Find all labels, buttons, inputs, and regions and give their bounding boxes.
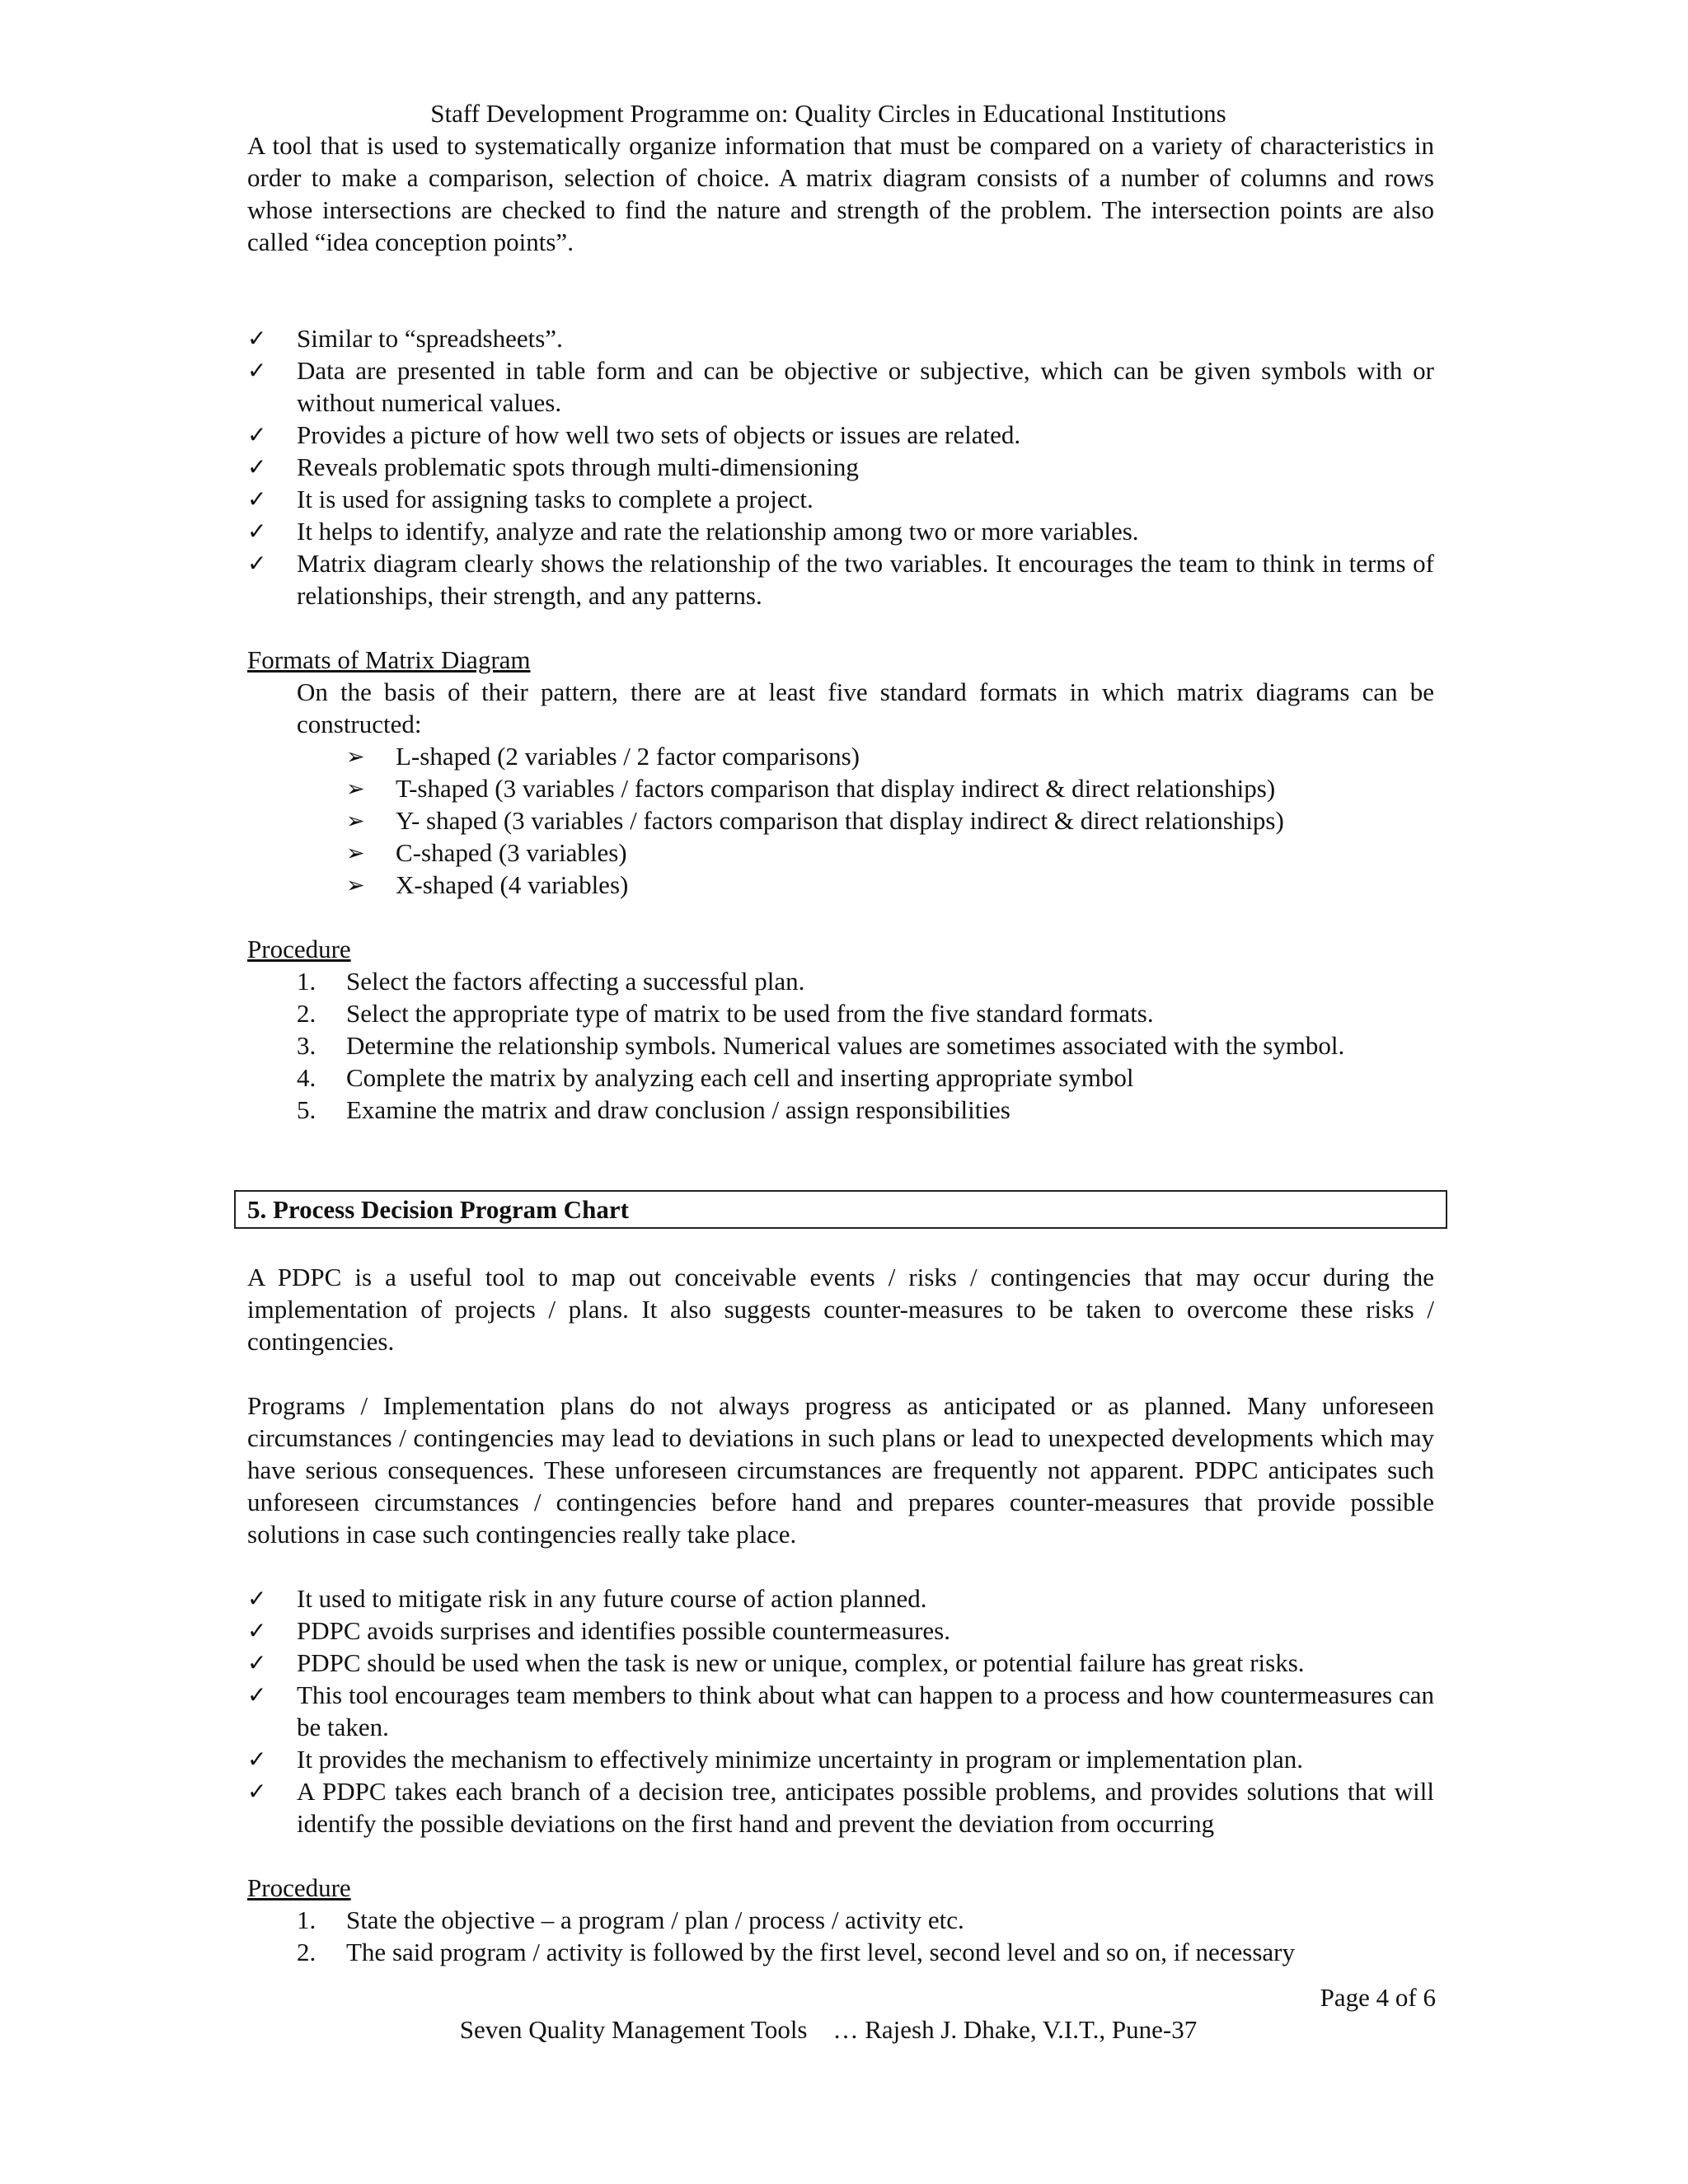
- page-header: Staff Development Programme on: Quality Circles in Educational Institutions: [430, 99, 1226, 128]
- checkmark-icon: ✓: [247, 1746, 267, 1773]
- list-item: ✓ Matrix diagram clearly shows the relationship of the two variables. It encourages the team to think in terms of relationships, their strength, and any patterns.: [247, 549, 1434, 610]
- list-item: ✓ It is used for assigning tasks to complete a project.: [247, 485, 814, 513]
- list-item: ✓ This tool encourages team members to think about what can happen to a process and how countermeasures can be taken.: [247, 1680, 1434, 1741]
- list-item: ➢ T-shaped (3 variables / factors comparison that display indirect & direct relationships): [346, 772, 1434, 804]
- arrow-bullet-icon: ➢: [346, 873, 365, 898]
- list-item: ➢ L-shaped (2 variables / 2 factor comparisons): [346, 740, 1434, 772]
- checkmark-icon: ✓: [247, 1649, 267, 1676]
- pdpc-paragraph-1: A PDPC is a useful tool to map out conceivable events / risks / contingencies that may occur during the implementation of projects / plans. It also suggests counter-measures to be taken to overcome these risks / contingencies.: [247, 1263, 1434, 1356]
- list-item: 3. Determine the relationship symbols. Numerical values are sometimes associated with the symbol.: [297, 1031, 1345, 1060]
- formats-list: [247, 740, 1434, 901]
- checkmark-icon: ✓: [247, 357, 267, 384]
- list-item: ✓ A PDPC takes each branch of a decision tree, anticipates possible problems, and provides solutions that will identify the possible deviations on the first hand and prevent the deviation from occurring: [247, 1777, 1434, 1838]
- page-footer: Seven Quality Management Tools … Rajesh J. Dhake, V.I.T., Pune-37: [459, 2015, 1198, 2044]
- matrix-bullet-list: [247, 322, 1434, 612]
- list-item: ➢ X-shaped (4 variables): [346, 869, 1434, 901]
- checkmark-icon: ✓: [247, 1585, 267, 1612]
- checkmark-icon: ✓: [247, 325, 267, 352]
- list-item: ✓ It provides the mechanism to effectively minimize uncertainty in program or implementation plan.: [247, 1745, 1303, 1774]
- list-item: ✓ PDPC should be used when the task is new or unique, complex, or potential failure has great risks.: [247, 1648, 1305, 1677]
- arrow-bullet-icon: ➢: [346, 808, 365, 834]
- procedure-list: [247, 1904, 1434, 1968]
- procedure-heading: Procedure: [247, 1873, 351, 1902]
- arrow-bullet-icon: ➢: [346, 744, 365, 770]
- checkmark-icon: ✓: [247, 421, 267, 448]
- pdpc-bullet-list: [247, 1582, 1434, 1840]
- checkmark-icon: ✓: [247, 1617, 267, 1644]
- list-item: ✓ Data are presented in table form and can be objective or subjective, which can be given symbols with or without numerical values.: [247, 356, 1434, 417]
- arrow-bullet-icon: ➢: [346, 841, 365, 866]
- list-item: 1. Select the factors affecting a successful plan.: [297, 967, 805, 996]
- procedure-heading: Procedure: [247, 935, 351, 963]
- list-item: ➢ Y- shaped (3 variables / factors comparison that display indirect & direct relationships): [346, 804, 1434, 837]
- matrix-intro-paragraph: A tool that is used to systematically organize information that must be compared on a variety of characteristics in order to make a comparison, selection of choice. A matrix diagram consists of a number of columns and rows whose intersections are checked to find the nature and strength of the problem. The intersection points are also called “idea conception points”.: [247, 131, 1434, 256]
- document-page: [247, 97, 1434, 2046]
- arrow-bullet-icon: ➢: [346, 776, 365, 802]
- formats-heading: Formats of Matrix Diagram: [247, 645, 531, 674]
- list-item: ✓ It used to mitigate risk in any future course of action planned.: [247, 1584, 927, 1613]
- section-heading-box: 5. Process Decision Program Chart: [234, 1190, 1447, 1229]
- list-item: ✓ It helps to identify, analyze and rate the relationship among two or more variables.: [247, 517, 1139, 546]
- list-item: 4. Complete the matrix by analyzing each cell and inserting appropriate symbol: [297, 1063, 1134, 1092]
- page-number: Page 4 of 6: [1320, 1983, 1436, 2012]
- formats-paragraph: On the basis of their pattern, there are at least five standard formats in which matrix diagrams can be constructed:: [297, 677, 1434, 738]
- list-item: 1. State the objective – a program / plan / process / activity etc.: [297, 1905, 964, 1934]
- pdpc-paragraph-2: Programs / Implementation plans do not always progress as anticipated or as planned. Many unforeseen circumstances / contingencies may lead to deviations in such plans or lead to unexpected developments which may have serious consequences. These unforeseen circumstances are frequently not apparent. PDPC anticipates such unforeseen circumstances / contingencies before hand and prepares counter-measures that provide possible solutions in case such contingencies really take place.: [247, 1391, 1434, 1549]
- checkmark-icon: ✓: [247, 453, 267, 480]
- checkmark-icon: ✓: [247, 1681, 267, 1708]
- checkmark-icon: ✓: [247, 485, 267, 513]
- list-item: ➢ C-shaped (3 variables): [346, 837, 1434, 869]
- list-item: ✓ Similar to “spreadsheets”.: [247, 324, 563, 353]
- list-item: ✓ Provides a picture of how well two sets of objects or issues are related.: [247, 420, 1021, 449]
- list-item: 5. Examine the matrix and draw conclusion / assign responsibilities: [297, 1095, 1010, 1124]
- list-item: 2. Select the appropriate type of matrix to be used from the five standard formats.: [297, 999, 1154, 1028]
- list-item: ✓ PDPC avoids surprises and identifies possible countermeasures.: [247, 1616, 950, 1645]
- list-item: 2. The said program / activity is followed by the first level, second level and so on, if necessary: [297, 1938, 1295, 1966]
- list-item: ✓ Reveals problematic spots through multi-dimensioning: [247, 452, 859, 481]
- procedure-list: [247, 965, 1434, 1126]
- checkmark-icon: ✓: [247, 550, 267, 577]
- checkmark-icon: ✓: [247, 518, 267, 545]
- checkmark-icon: ✓: [247, 1778, 267, 1805]
